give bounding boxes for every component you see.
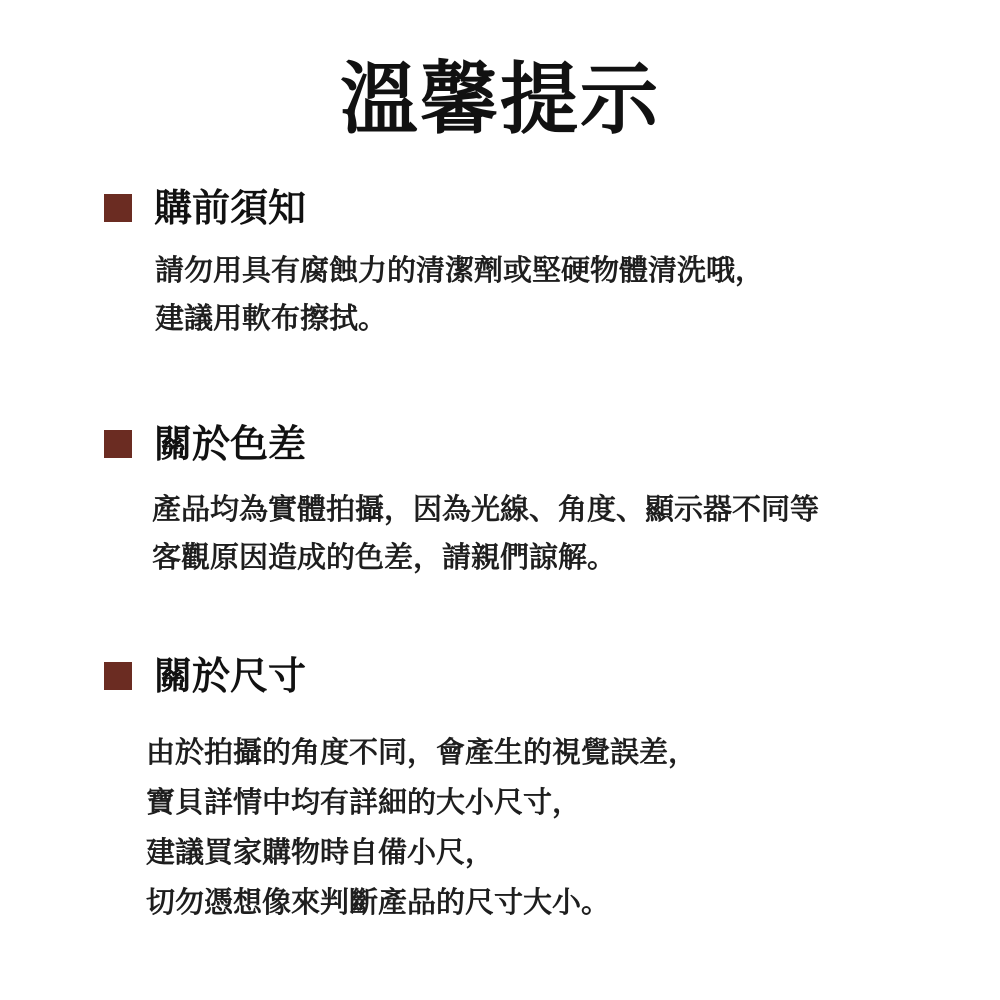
square-bullet-icon: [104, 194, 132, 222]
section-body: [155, 246, 764, 342]
section-body: [146, 727, 697, 927]
body-line: 客觀原因造成的色差，請親們諒解。: [152, 540, 617, 574]
section-header: [104, 420, 306, 468]
square-bullet-icon: [104, 430, 132, 458]
body-line: 建議買家購物時自備小尺，: [146, 835, 495, 869]
body-line: 請勿用具有腐蝕力的清潔劑或堅硬物體清洗哦，: [155, 253, 765, 287]
body-line: 由於拍攝的角度不同，會產生的視覺誤差，: [146, 735, 698, 769]
body-line: 切勿憑想像來判斷產品的尺寸大小。: [146, 885, 611, 919]
square-bullet-icon: [104, 662, 132, 690]
body-line: 建議用軟布擦拭。: [155, 301, 388, 335]
body-line: 寶貝詳情中均有詳細的大小尺寸，: [146, 785, 582, 819]
section-title: 關於尺寸: [154, 654, 307, 698]
section-header: [104, 652, 306, 700]
section-header: [104, 184, 306, 232]
section-title: 購前須知: [154, 186, 307, 230]
section-body: [152, 485, 819, 581]
section-title: 關於色差: [154, 422, 307, 466]
page-title: 溫馨提示: [339, 55, 660, 145]
body-line: 產品均為實體拍攝，因為光線、角度、顯示器不同等: [152, 492, 820, 526]
